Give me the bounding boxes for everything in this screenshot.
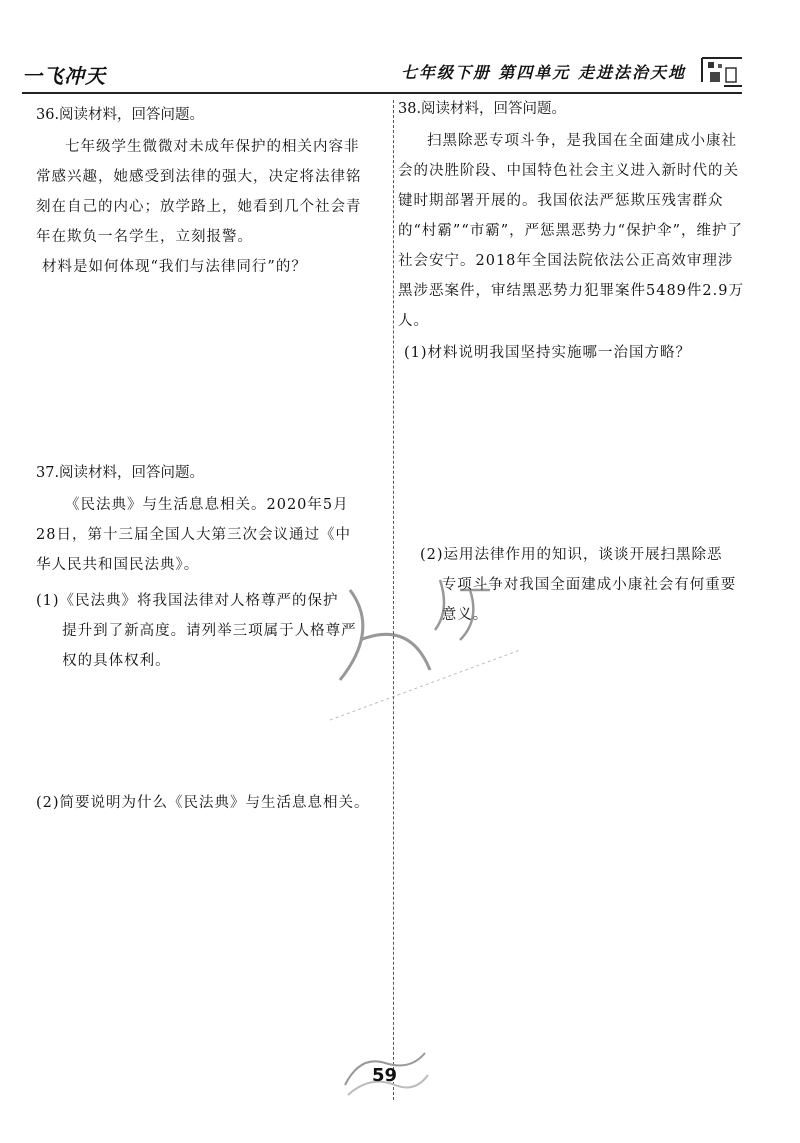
unit-title: 七年级下册 第四单元 走进法治天地	[400, 63, 686, 82]
question-36	[36, 100, 366, 282]
material-text: 《民法典》与生活息息相关。2020年5月28日，第十三届全国人大第三次会议通过《中华人民共和国民法典》。	[36, 497, 351, 573]
question-37	[36, 458, 366, 676]
sub-question-1: (1)《民法典》将我国法律对人格尊严的保护	[36, 593, 339, 609]
question-title: 36.阅读材料，回答问题。	[36, 107, 205, 123]
sub-question-2: (2)简要说明为什么《民法典》与生活息息相关。	[36, 795, 370, 811]
question-38	[398, 94, 748, 368]
brand-logo-text: 一飞冲天	[22, 64, 106, 88]
page-number: 59	[372, 1065, 398, 1086]
sub-question-1-continued: 提升到了新高度。请列举三项属于人格尊严权的具体权利。	[62, 623, 357, 669]
question-title: 37.阅读材料，回答问题。	[36, 465, 205, 481]
sub-question-2-continued: 专项斗争对我国全面建成小康社会有何重要意义。	[441, 577, 737, 623]
brand-watermark-icon	[320, 560, 560, 760]
page-header	[22, 52, 744, 94]
question-37-part-2	[36, 788, 388, 818]
corner-decoration-icon	[700, 52, 744, 92]
question-text: 材料是如何体现“我们与法律同行”的？	[42, 259, 307, 275]
material-text: 七年级学生微微对未成年保护的相关内容非常感兴趣，她感受到法律的强大，决定将法律铭刻在自己的内心；放学路上，她看到几个社会青年在欺负一名学生，立刻报警。	[36, 139, 362, 245]
question-title: 38.阅读材料，回答问题。	[398, 101, 567, 117]
sub-question-2: (2)运用法律作用的知识，谈谈开展扫黑除恶	[420, 547, 723, 563]
sub-question-1: (1)材料说明我国坚持实施哪一治国方略？	[404, 345, 692, 361]
material-text: 扫黑除恶专项斗争，是我国在全面建成小康社会的决胜阶段、中国特色社会主义进入新时代的关键时期部署开展的。我国依法严惩欺压残害群众的“村霸”“市霸”，严惩黑恶势力“保护伞”，维护了社会安宁。2018年全国法院依法公正高效审理涉黑涉恶案件，审结黑恶势力犯罪案件5489件2.9万人。	[398, 133, 744, 329]
